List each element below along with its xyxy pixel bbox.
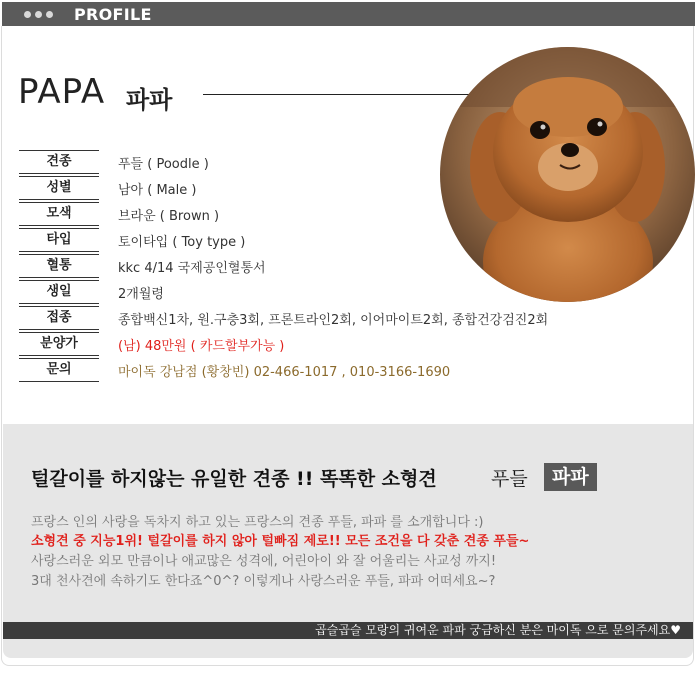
info-row	[19, 228, 659, 252]
promo-footer-bar	[3, 622, 693, 639]
info-value: 토이타입 ( Toy type )	[118, 235, 246, 250]
info-value: 종합백신1차, 원.구충3회, 프론트라인2회, 이어마이트2회, 종합건강검진2회	[118, 313, 549, 328]
info-row	[19, 306, 659, 330]
header-title: PROFILE	[74, 5, 152, 24]
info-value: 브라운 ( Brown )	[118, 209, 220, 224]
promo-headline-name-tag: 파파	[544, 463, 597, 491]
info-label: 분양가	[19, 332, 99, 356]
info-row	[19, 150, 659, 174]
info-label: 접종	[19, 306, 99, 330]
info-label: 타입	[19, 228, 99, 252]
info-value: kkc 4/14 국제공인혈통서	[118, 261, 266, 276]
info-label: 문의	[19, 358, 99, 382]
info-label: 성별	[19, 176, 99, 200]
info-label: 생일	[19, 280, 99, 304]
info-row	[19, 358, 659, 382]
info-value: 푸들 ( Poodle )	[118, 157, 209, 172]
info-row	[19, 280, 659, 304]
name-divider-line	[203, 94, 483, 95]
info-value: (남) 48만원 ( 카드할부가능 )	[118, 339, 285, 354]
info-row	[19, 176, 659, 200]
promo-footer-text: 곱슬곱슬 모랑의 귀여운 파파 궁금하신 분은 마이독 으로 문의주세요♥	[315, 623, 681, 637]
info-value: 마이독 강남점 (황창빈) 02-466-1017 , 010-3166-1690	[118, 365, 451, 380]
info-label: 견종	[19, 150, 99, 174]
promo-line-3: 사랑스러운 외모 만큼이나 애교많은 성격에, 어린아이 와 잘 어울리는 사교성 까지!	[31, 554, 497, 569]
promo-line-1: 프랑스 인의 사랑을 독차지 하고 있는 프랑스의 견종 푸들, 파파 를 소개합니다 :)	[31, 515, 484, 530]
promo-line-4: 3대 천사견에 속하기도 한다죠^0^? 이렇게나 사랑스러운 푸들, 파파 어떠세요~?	[31, 574, 496, 589]
three-dots-icon	[24, 11, 53, 18]
info-row	[19, 202, 659, 226]
info-label: 혈통	[19, 254, 99, 278]
dog-name-english: PAPA	[18, 72, 106, 112]
promo-headline-breed: 푸들	[491, 468, 528, 490]
promo-headline: 털갈이를 하지않는 유일한 견종 !! 똑똑한 소형견	[31, 468, 437, 490]
info-value: 2개월령	[118, 287, 164, 302]
dog-name-korean: 파파	[126, 86, 173, 114]
promo-line-2: 소형견 중 지능1위! 털갈이를 하지 않아 털빠짐 제로!! 모든 조건을 다 갖춘 견종 푸들~	[31, 534, 530, 549]
info-row	[19, 332, 659, 356]
info-value: 남아 ( Male )	[118, 183, 197, 198]
info-label: 모색	[19, 202, 99, 226]
profile-header-bar	[2, 2, 695, 26]
info-row	[19, 254, 659, 278]
